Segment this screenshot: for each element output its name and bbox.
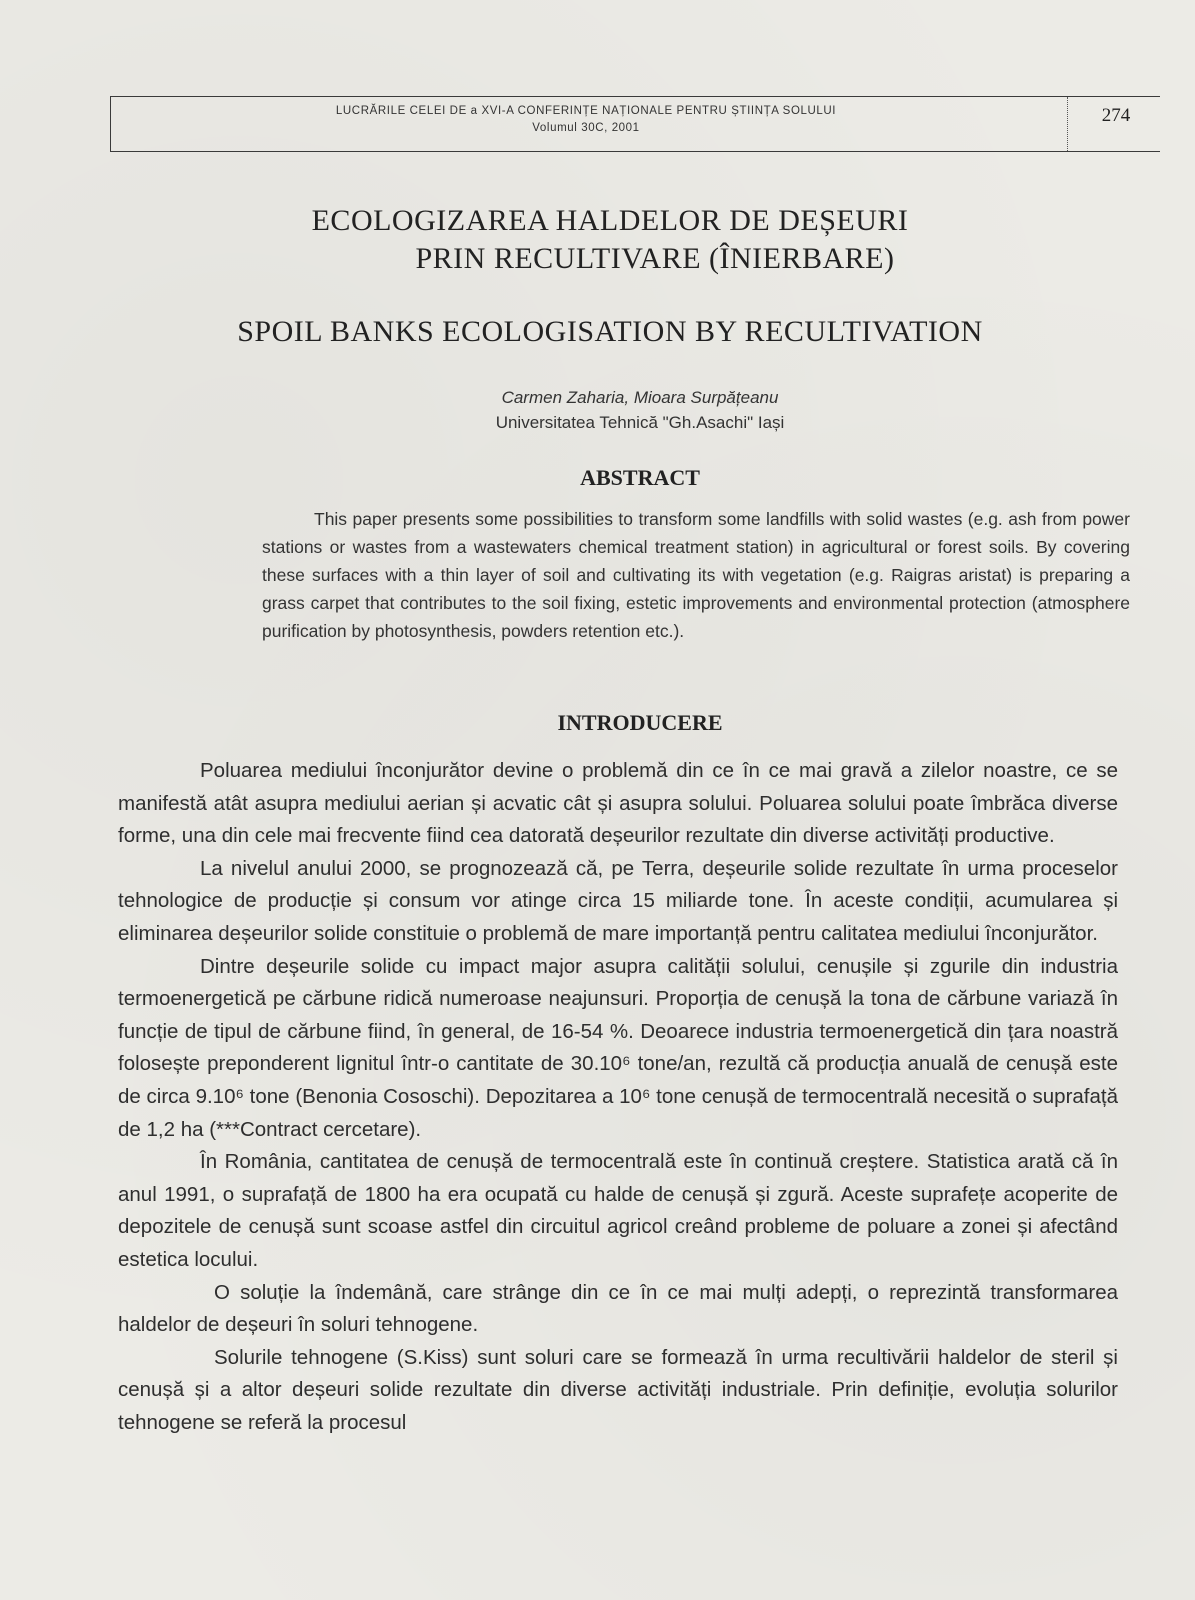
title-english: SPOIL BANKS ECOLOGISATION BY RECULTIVATION bbox=[237, 315, 983, 348]
paragraph: O soluție la îndemână, care strânge din ce în ce mai mulți adepți, o reprezintă transformarea haldelor de deșeuri în soluri tehnogene. bbox=[118, 1280, 1118, 1337]
conference-header bbox=[111, 103, 1061, 137]
page-number: 274 bbox=[1101, 105, 1131, 126]
introduction-body bbox=[118, 755, 1118, 1439]
abstract-heading: ABSTRACT bbox=[580, 465, 700, 490]
volume-info: Volumul 30C, 2001 bbox=[532, 122, 640, 134]
title-romanian-line1: ECOLOGIZAREA HALDELOR DE DEȘEURI bbox=[311, 204, 909, 237]
authors: Carmen Zaharia, Mioara Surpățeanu bbox=[501, 388, 779, 407]
paragraph: În România, cantitatea de cenușă de termocentrală este în continuă creștere. Statistica arată că în anul 1991, o suprafață de 1800 ha era ocupată cu halde de cenușă și zgură. Aceste suprafețe acoperite de depozitele de cenușă sunt scoase astfel din circuitul agricol creând probleme de poluare a zonei și afectând estetica locului. bbox=[118, 1150, 1118, 1271]
header-divider bbox=[1067, 97, 1068, 151]
paragraph: Dintre deșeurile solide cu impact major asupra calității solului, cenușile și zgurile din industria termoenergetică pe cărbune ridică numeroase neajunsuri. Proporția de cenușă la tona de cărbune variază în funcție de tipul de cărbune fiind, în general, de 16-54 %. Deoarece industria termoenergetică din țara noastră folosește preponderent lignitul într-o cantitate de 30.10⁶ tone/an, rezultă că producția anuală de cenușă este de circa 9.10⁶ tone (Benonia Cososchi). Depozitarea a 10⁶ tone cenușă de termocentrală necesită o suprafață de 1,2 ha (***Contract cercetare). bbox=[118, 954, 1118, 1141]
paragraph: Poluarea mediului înconjurător devine o problemă din ce în ce mai gravă a zilelor noastre, ce se manifestă atât asupra mediului aerian și acvatic cât și asupra solului. Poluarea solului poate îmbrăca diverse forme, una din cele mai frecvente fiind cea datorată deșeurilor rezultate din diverse activități productive. bbox=[118, 759, 1118, 848]
running-header bbox=[110, 96, 1160, 152]
paragraph: La nivelul anului 2000, se prognozează că, pe Terra, deșeurile solide rezultate în urma proceselor tehnologice de producție și consum vor atinge circa 15 miliarde tone. În aceste condiții, acumularea și eliminarea deșeurilor solide constituie o problemă de mare importanță pentru calitatea mediului înconjurător. bbox=[118, 856, 1118, 945]
abstract-text: This paper presents some possibilities to transform some landfills with solid wastes (e.g. ash from power stations or wastes from a wastewaters chemical treatment station) in agricultural or forest soils. By covering these surfaces with a thin layer of soil and cultivating its with vegetation (e.g. Raigras aristat) is preparing a grass carpet that contributes to the soil fixing, estetic improvements and environmental protection (atmosphere purification by photosynthesis, powders retention etc.). bbox=[262, 509, 1130, 641]
conference-title: LUCRĂRILE CELEI DE a XVI-A CONFERINȚE NAȚIONALE PENTRU ȘTIINȚA SOLULUI bbox=[335, 105, 837, 117]
title-romanian bbox=[160, 202, 1060, 278]
affiliation: Universitatea Tehnică "Gh.Asachi" Iași bbox=[495, 413, 785, 432]
title-romanian-line2: PRIN RECULTIVARE (ÎNIERBARE) bbox=[415, 242, 895, 275]
introduction-heading: INTRODUCERE bbox=[557, 710, 723, 735]
paragraph: Solurile tehnogene (S.Kiss) sunt soluri care se formează în urma recultivării haldelor de steril și cenușă și a altor deșeuri solide rezultate din diverse activități industriale. Prin definiție, evoluția solurilor tehnogene se referă la procesul bbox=[118, 1345, 1118, 1434]
